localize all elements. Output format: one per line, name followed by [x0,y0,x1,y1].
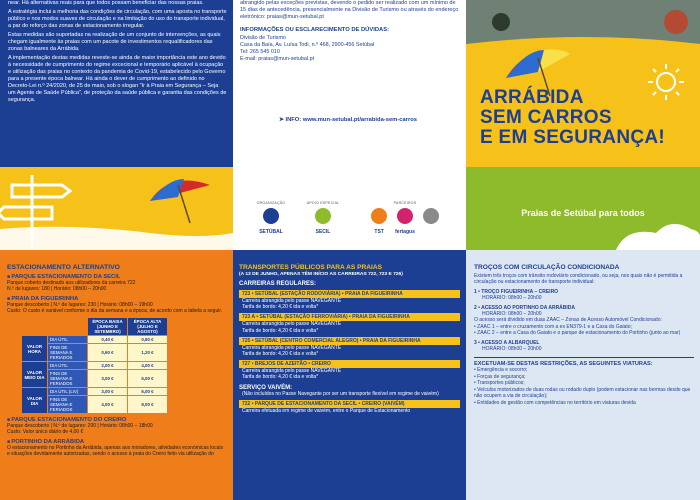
cloud-illustration [466,167,700,250]
info-title: INFORMAÇÕES OU ESCLARECIMENTO DE DÚVIDAS: [240,27,390,33]
shuttle-note: (Não incluídos no Passe Navegante por ser um transporte flexível em regime de vaivém) [242,390,439,397]
subtitle: Praias de Setúbal para todos [521,208,645,218]
contact-line: Tel: 265 545 010 [240,49,280,55]
exceptions-title: EXCETUAM-SE DESTAS RESTRIÇÕES, AS SEGUINTES VIATURAS: [474,361,653,368]
logo-apoio: APOIO ESPECIAL SECIL [306,201,340,235]
setubal-logo-icon [263,208,279,224]
roads-title: TROÇOS COM CIRCULAÇÃO CONDICIONADA [474,264,620,271]
route-detail: Carreira abrangida pelo passe NAVEGANTE [242,368,342,375]
transport-subtitle: (A 13 DE JUNHO, APENAS TÊM INÍCIO AS CARREIRAS 722, 723 E 726) [239,272,403,277]
parking-section-text: N.º de lugares: 180 | Horário: 08h00 – 20h00 [7,286,107,293]
headline-line-2: SEM CARROS [480,107,612,128]
road-item-3: 3 • ACESSO A ALBARQUEL HORÁRIO: 08h00 – 20h00 [474,339,542,353]
transport-panel [233,250,466,500]
route-detail: Tarifa de bordo: 4,20 € ida e volta* [242,327,319,334]
parking-section-text: Parque descoberto | N.º de lugares: 200 | Horário: 08h00 – 18h00 [7,423,153,430]
route-detail: Tarifa de bordo: 4,20 € ida e volta* [242,351,319,358]
road-item-1: 1 • TROÇO FIGUEIRINHA – CREIRO HORÁRIO: 08h00 – 20h00 [474,288,559,302]
exception-item: • Transportes públicos; [474,380,525,387]
logo-organizacao: ORGANIZAÇÃO SETÚBAL [256,201,286,235]
exception-text [240,0,460,21]
parking-section-text: Custo: Valor único diário de 4,00 € [7,429,84,436]
zaac-intro: O acesso será dividido em duas ZAAC – Zonas de Acesso Automóvel Condicionado: [474,317,662,324]
price-row-type: DIA ÚTIL [48,362,88,370]
subtitle-panel [466,167,700,250]
route-name: 723 • SETÚBAL (ESTAÇÃO RODOVIÁRIA) • PRAIA DA FIGUEIRINHA [239,290,460,298]
transport-title: TRANSPORTES PÚBLICOS PARA AS PRAIAS [239,264,382,271]
contact-line: Casa da Baía, Av. Luísa Todi, n.º 468, 2900-456 Setúbal [240,42,375,48]
price-row-label: VALOR HORA [22,336,48,362]
price-row-type: DIA ÚTIL [48,336,88,344]
price-row-type: FINS DE SEMANA E FERIADOS [48,370,88,388]
info-url[interactable]: ➤ INFO: www.mun-setubal.pt/arrabida-sem-carros [279,117,417,123]
intro-paragraph: A implementação destas medidas reveste-se ainda de maior importância este ano devido à necessidade de cumprimento do regime excecional e temporário aplicável à ocupação e utilização das praias no contexto da pandemia de Covid-19, estabelecido pelo Governo para a presente época balnear. Há ainda o dever de cumprimento ao definido no Decreto-Lei n.º 24/2020, de 25 de maio, sob o slogan "Ir à Praia em Segurança – Seja um Agente de Saúde Pública", de proteção da saúde pública e garantia das condições de segurança. [8,55,227,103]
route-detail: Carreira abrangida pelo passe NAVEGANTE [242,321,342,328]
table-row [22,388,168,396]
seal-logo-icon [423,208,439,224]
info-panel [233,0,466,167]
price-table [21,317,168,414]
shuttle-title: SERVIÇO VAIVÉM: [239,384,293,391]
roads-panel [466,250,700,500]
parking-section-text: Parque descoberto | N.º de lugares: 230 | Horário: 08h00 – 19h00 [7,301,153,308]
route-name: 725 • SETÚBAL (CENTRO COMERCIAL ALEGRO) • PRAIA DA FIGUEIRINHA [239,337,460,345]
table-row [22,336,168,344]
parking-section-title: ■ PARQUE ESTACIONAMENTO DO CREIRO [7,417,227,423]
partner-logos [251,201,456,241]
price-table-header: ÉPOCA BAIXA (JUNHO E SETEMBRO) ÉPOCA ALTA (JULHO E AGOSTO) [22,318,168,336]
decor-panel [0,167,233,250]
headline-line-1: ARRÁBIDA [480,87,584,108]
parking-section-title: ■ PORTINHO DA ARRÁBIDA [7,439,227,445]
fertagus-logo-icon [397,208,413,224]
exception-item: • Forças de segurança; [474,373,526,380]
headline [480,88,696,148]
decor-illustration [0,167,233,250]
price-high: 0,80 € [128,336,168,344]
price-row-type: FINS DE SEMANA E FERIADOS [48,396,88,414]
price-row-label: VALOR DIA [22,388,48,414]
contact-info [240,35,460,63]
price-high: 6,00 € [128,370,168,388]
regular-routes-title: CARREIRAS REGULARES: [239,281,317,287]
price-low: 0,60 € [88,344,128,362]
price-high: 6,00 € [128,388,168,396]
contact-line: Divisão de Turismo [240,35,286,41]
route-detail: Carreira abrangida pelo passe NAVEGANTE [242,344,342,351]
route-detail: Tarifa de bordo: 4,20 € ida e volta* [242,304,319,311]
cloud-icon [616,224,700,250]
price-row-label: VALOR MEIO DIA [22,362,48,388]
shuttle-route: 722 • PARQUE DE ESTACIONAMENTO DA SECIL • CREIRO (VAIVÉM) [239,400,460,408]
cover-panel [466,0,700,167]
umbrella-icon [150,179,210,223]
route-detail: Carreira abrangida pelo passe NAVEGANTE [242,298,342,304]
parking-section-text: Custo: O custo é variável conforme o dia da semana e a época, de acordo com a tabela a seguir. [7,307,223,314]
exception-paragraph: abrangido pelas exceções previstas, devendo o pedido ser realizado com um mínimo de 15 dias de antecedência, presencialmente na Divisão de Turismo ou através do endereço eletrónico: praias@mun-setubal.pt [240,0,459,20]
route-name: 727 • BREJOS DE AZEITÃO • CREIRO [239,360,460,368]
price-low: 2,00 € [88,362,128,370]
price-low: 3,00 € [88,370,128,388]
parking-panel [0,250,233,500]
price-row-type: FINS DE SEMANA E FERIADOS [48,344,88,362]
contact-line: E-mail: praias@mun-setubal.pt [240,56,315,62]
intro-paragraph: Estas medidas são suportadas na realização de um conjunto de intervenções, as quais chegam igualmente às praias com um pacote de investimentos requalificadores das zonas balneares da Arrábida. [8,32,221,52]
shuttle-detail: Carreira efetuada em regime de vaivém, entre o Parque de Estacionamento [242,407,411,414]
logo-parceiros: PARCEIROS TST fertagus [355,201,455,235]
headline-line-3: E EM SEGURANÇA! [480,127,666,148]
arrow-icon: ➤ [279,117,286,123]
route-name: 723 A • SETÚBAL (ESTAÇÃO FERROVIÁRIA) • PRAIA DA FIGUEIRINHA [239,313,460,321]
price-low: 3,00 € [88,388,128,396]
parking-section-title: ■ PRAIA DA FIGUEIRINHA [7,296,227,302]
parking-section-text: Parque coberto destinado aos utilizadores da carreira 722 [7,280,136,286]
roads-intro: Existem três troços com trânsito rodoviário condicionado, ou seja, nos quais não é permitida a circulação ou estacionamento de transporte individual: [474,273,683,286]
intro-paragraph: A estratégia inclui a melhoria das condições de circulação, com uma aposta no transporte público e nos modos suaves de circulação e na limitação do uso do transporte individual, a par do reforço das zonas de estacionamento irregular. [8,9,227,29]
parking-section-text: O estacionamento no Portinho da Arrábida, apenas aos moradores, atividades económicas locais e situações devidamente autorizadas, sendo o acesso à praia do Creiro feito via utilização do [7,444,223,458]
exception-item: • Entidades de gestão com competências no território em viaturas devida [474,399,636,406]
price-row-type: DIA ÚTIL (LIV) [48,388,88,396]
intro-text [8,0,227,104]
logos-panel [233,167,466,250]
parking-title: ESTACIONAMENTO ALTERNATIVO [7,264,120,271]
tst-logo-icon [371,208,387,224]
price-low: 4,00 € [88,396,128,414]
price-high: 4,00 € [128,362,168,370]
parking-section-title: ■ PARQUE ESTACIONAMENTO DA SECIL [7,274,227,280]
zaac-2: • ZAAC 2 – entre a Casa do Gaiato e o parque de estacionamento do Portinho (junto ao mar) [474,330,681,337]
exception-item: • Veículos motorizados de duas rodas ou rodado duplo (podem estacionar nas bermas desde que não ocupem a via de circulação); [474,386,691,400]
intro-panel [0,0,233,167]
price-high: 1,20 € [128,344,168,362]
route-detail: Tarifa de bordo: 4,20 € ida e volta* [242,374,319,381]
road-item-2: 2 • ACESSO AO PORTINHO DA ARRÁBIDA HORÁRIO: 08h00 – 20h00 [474,304,576,318]
table-row [22,362,168,370]
zaac-1: • ZAAC 1 – entre o cruzamento com a ex EN379-1 e a Casa do Gaiato; [474,323,632,330]
intro-paragraph: near. Há alternativas reais para que todos possam beneficiar das nossas praias. [8,0,204,6]
price-high: 8,00 € [128,396,168,414]
secil-logo-icon [315,208,331,224]
price-low: 0,40 € [88,336,128,344]
exception-item: • Emergência e socorro; [474,367,528,374]
